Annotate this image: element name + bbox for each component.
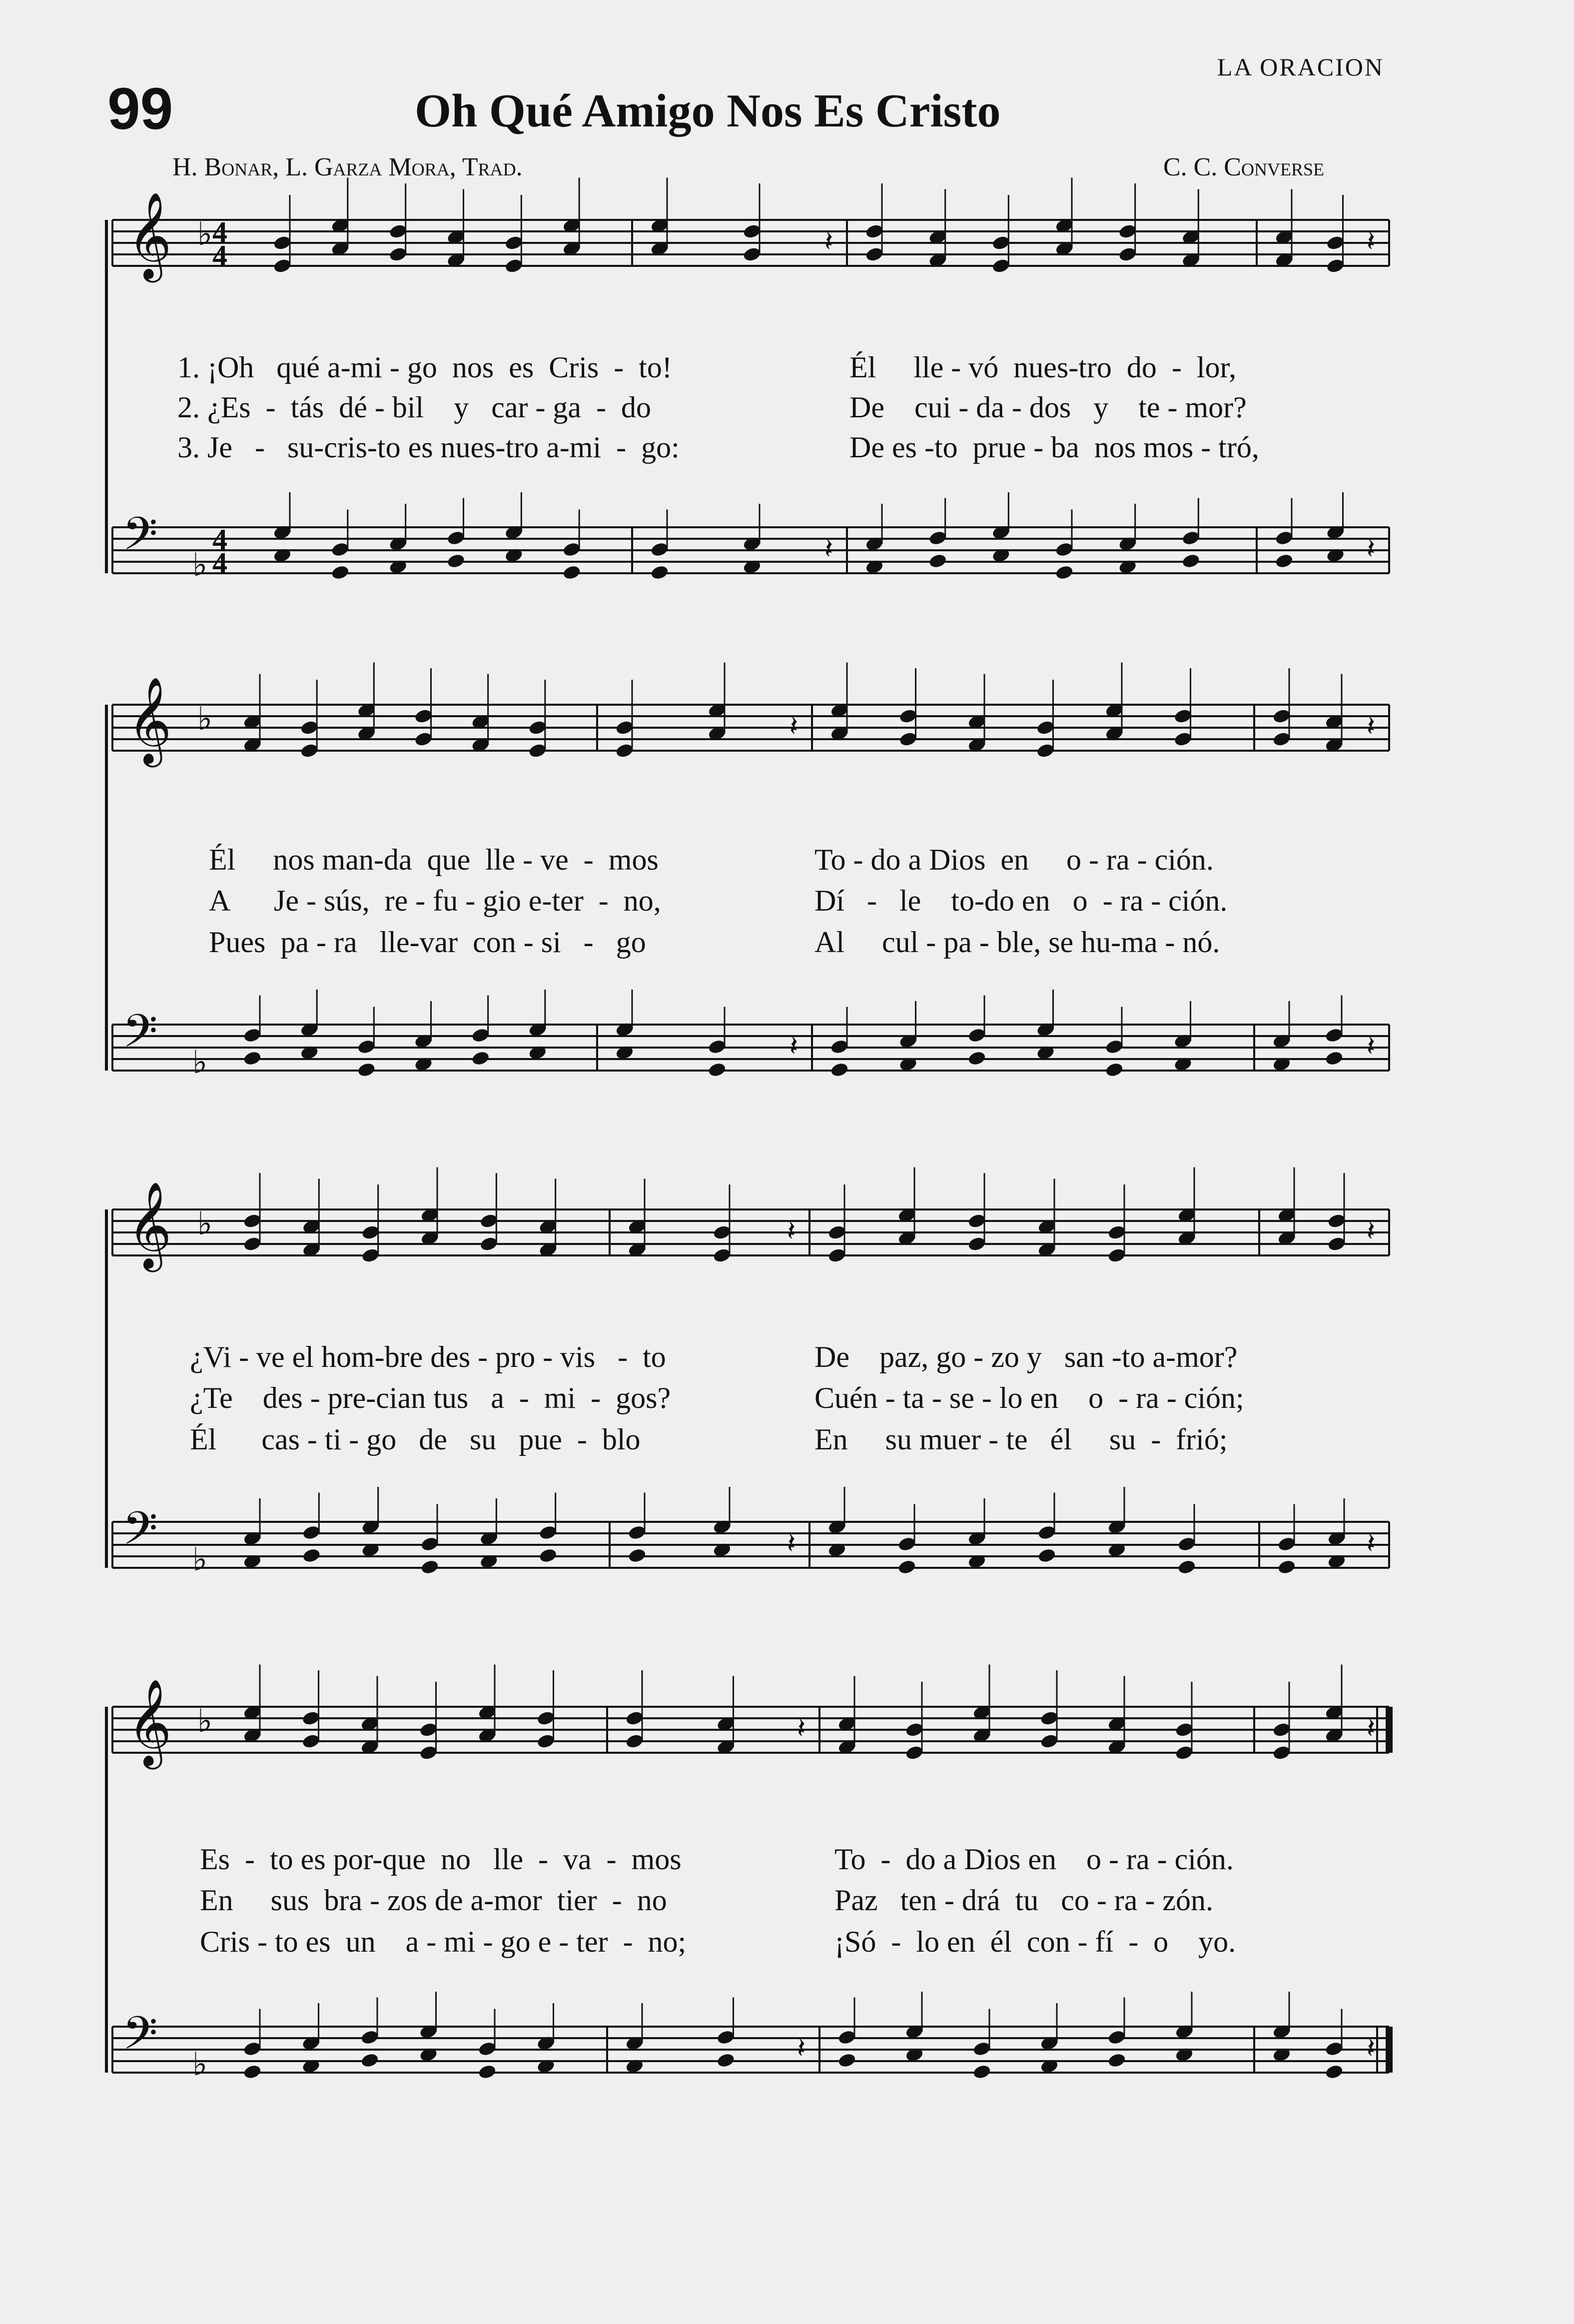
note-head [1325,2041,1344,2057]
note-head [708,1062,727,1078]
note-head [273,258,292,274]
note-head [1182,530,1201,546]
composer-credit: C. C. Converse [1163,153,1324,181]
note-head [1118,223,1137,239]
note-head [717,2053,736,2069]
note-head [1040,1710,1059,1726]
note-head [1055,565,1074,581]
note-head [420,1536,439,1552]
note-head [1326,258,1345,274]
note-head [302,1710,321,1726]
note-head [243,1213,262,1229]
note-head [967,1213,986,1229]
note-head [1175,1745,1194,1761]
quarter-rest-icon: 𝄽 [824,225,833,258]
quarter-rest-icon: 𝄽 [1367,1215,1376,1247]
note-head [1326,235,1345,251]
note-head [300,743,319,759]
note-head [615,743,634,759]
lyric-s4-v2-left: En sus bra - zos de a-mor tier - no [200,1884,667,1917]
note-head [539,1525,558,1541]
note-head [1107,1224,1126,1240]
note-head [300,720,319,736]
note-head [1272,731,1291,747]
note-head [1037,1548,1056,1564]
note-head [537,1710,556,1726]
note-head [505,258,524,274]
lyric-s3-v2-left: ¿Te des - pre-cian tus a - mi - gos? [190,1381,671,1414]
note-head [905,1745,924,1761]
note-head [743,246,762,262]
note-head [414,731,433,747]
quarter-rest-icon: 𝄽 [797,1712,806,1745]
note-head [1272,1722,1291,1738]
bass-clef-icon: 𝄢 [122,507,158,571]
note-head [628,1525,647,1541]
note-head [1325,1051,1344,1067]
lyric-s1-v2-left: 2. ¿Es - tás dé - bil y car - ga - do [177,391,652,424]
hymn-number: 99 [107,76,173,142]
note-head [897,1559,916,1575]
note-head [967,1028,986,1044]
note-head [331,565,350,581]
note-head [243,2064,262,2080]
note-head [1036,720,1055,736]
note-head [625,1733,644,1749]
note-head [480,1213,499,1229]
note-head [360,2053,379,2069]
time-signature-bottom: 4 [212,547,227,580]
note-head [420,1559,439,1575]
quarter-rest-icon: 𝄽 [1367,2032,1376,2065]
note-head [357,1039,376,1055]
note-head [361,1247,380,1263]
lyric-s2-v3-left: Pues pa - ra lle-var con - si - go [209,926,646,959]
lyric-s3-v1-left: ¿Vi - ve el hom-bre des - pro - vis - to [190,1340,666,1373]
quarter-rest-icon: 𝄽 [787,1215,796,1247]
note-head [302,1548,321,1564]
note-head [717,2030,736,2046]
time-signature-top: 4 [212,523,227,556]
lyric-s3-v2-right: Cuén - ta - se - lo en o - ra - ción; [814,1381,1244,1414]
note-head [1275,530,1294,546]
note-head [1107,2030,1126,2046]
note-head [1327,1213,1346,1229]
note-head [302,1525,321,1541]
note-head [1107,2053,1126,2069]
note-head [865,246,884,262]
note-head [528,720,547,736]
lyric-s3-v3-right: En su muer - te él su - frió; [814,1423,1228,1456]
lyric-s3-v3-left: Él cas - ti - go de su pue - blo [190,1423,641,1456]
note-head [537,1733,556,1749]
note-head [505,235,524,251]
note-head [1040,1733,1059,1749]
quarter-rest-icon: 𝄽 [789,1030,798,1063]
flat-key-signature-icon: ♭ [197,701,213,738]
note-head [1177,1536,1196,1552]
lyric-s4-v1-left: Es - to es por-que no lle - va - mos [200,1843,682,1876]
note-head [331,542,350,558]
note-head [1327,1236,1346,1252]
note-head [273,235,292,251]
quarter-rest-icon: 𝄽 [824,533,833,565]
lyric-s1-v1-right: Él lle - vó nues-tro do - lor, [849,351,1237,384]
note-head [1105,1062,1124,1078]
note-head [361,1224,380,1240]
time-signature-bottom: 4 [212,239,227,272]
note-head [1174,708,1193,724]
note-head [650,542,669,558]
flat-key-signature-icon: ♭ [197,1703,213,1740]
note-head [992,235,1011,251]
note-head [243,2041,262,2057]
note-head [447,530,466,546]
note-head [827,1224,846,1240]
bass-clef-icon: 𝄢 [122,2007,158,2071]
note-head [480,1236,499,1252]
note-head [562,542,581,558]
treble-clef-icon: 𝄞 [127,677,172,764]
note-head [1182,553,1201,569]
note-head [562,565,581,581]
note-head [471,1028,490,1044]
note-head [389,223,408,239]
bass-clef-icon: 𝄢 [122,1005,158,1069]
quarter-rest-icon: 𝄽 [1367,1030,1376,1063]
quarter-rest-icon: 𝄽 [797,2032,806,2065]
note-head [928,530,947,546]
note-head [528,743,547,759]
note-head [992,258,1011,274]
bass-clef-icon: 𝄢 [122,1502,158,1566]
note-head [1118,246,1137,262]
note-head [628,1548,647,1564]
note-head [1277,1536,1296,1552]
note-head [897,1536,916,1552]
note-head [302,1733,321,1749]
note-head [419,1745,438,1761]
note-head [478,2064,497,2080]
treble-clef-icon: 𝄞 [127,192,172,279]
treble-clef-icon: 𝄞 [127,1679,172,1766]
note-head [243,1236,262,1252]
note-head [243,1028,262,1044]
lyricist-credit: H. Bonar, L. Garza Mora, Trad. [172,153,523,181]
note-head [899,731,918,747]
note-head [1105,1039,1124,1055]
note-head [1174,731,1193,747]
quarter-rest-icon: 𝄽 [1367,1527,1376,1560]
note-head [972,2064,991,2080]
note-head [713,1247,732,1263]
note-head [1177,1559,1196,1575]
flat-key-signature-icon: ♭ [197,1205,213,1242]
note-head [389,246,408,262]
lyric-s4-v3-right: ¡Só - lo en él con - fí - o yo. [834,1925,1236,1958]
flat-key-signature-icon: ♭ [192,1541,208,1578]
note-head [837,2030,856,2046]
note-head [743,223,762,239]
note-head [972,2041,991,2057]
note-head [830,1062,849,1078]
note-head [471,1051,490,1067]
lyric-s3-v1-right: De paz, go - zo y san -to a-mor? [814,1340,1238,1373]
note-head [830,1039,849,1055]
note-head [1325,1028,1344,1044]
note-head [928,553,947,569]
note-head [615,720,634,736]
note-head [837,2053,856,2069]
note-head [1107,1247,1126,1263]
note-head [243,1051,262,1067]
note-head [1272,708,1291,724]
note-head [1277,1559,1296,1575]
lyric-s4-v2-right: Paz ten - drá tu co - ra - zón. [834,1884,1214,1917]
flat-key-signature-icon: ♭ [197,216,213,253]
note-head [1036,743,1055,759]
hymn-title: Oh Qué Amigo Nos Es Cristo [415,85,1001,137]
quarter-rest-icon: 𝄽 [1367,710,1376,743]
note-head [967,1051,986,1067]
note-head [360,2030,379,2046]
lyric-s2-v2-right: Dí - le to-do en o - ra - ción. [814,884,1228,917]
lyric-s2-v1-left: Él nos man-da que lle - ve - mos [209,843,659,876]
note-head [713,1224,732,1240]
lyric-s4-v1-right: To - do a Dios en o - ra - ción. [834,1843,1234,1876]
flat-key-signature-icon: ♭ [192,1044,208,1081]
note-head [1272,1745,1291,1761]
note-head [1175,1722,1194,1738]
quarter-rest-icon: 𝄽 [787,1527,796,1560]
quarter-rest-icon: 𝄽 [789,710,798,743]
lyric-s2-v1-right: To - do a Dios en o - ra - ción. [814,843,1214,876]
time-signature-top: 4 [212,216,227,249]
note-head [708,1039,727,1055]
lyric-s2-v3-right: Al cul - pa - ble, se hu-ma - nó. [814,926,1220,959]
flat-key-signature-icon: ♭ [192,2046,208,2083]
lyric-s1-v2-right: De cui - da - dos y te - mor? [849,391,1247,424]
note-head [1055,542,1074,558]
note-head [1325,2064,1344,2080]
quarter-rest-icon: 𝄽 [1367,533,1376,565]
note-head [1275,553,1294,569]
note-head [625,1710,644,1726]
note-head [827,1247,846,1263]
note-head [357,1062,376,1078]
lyric-s4-v3-left: Cris - to es un a - mi - go e - ter - no; [200,1925,687,1958]
flat-key-signature-icon: ♭ [192,547,208,584]
note-head [414,708,433,724]
note-head [1037,1525,1056,1541]
category-heading: LA ORACION [1217,53,1384,81]
quarter-rest-icon: 𝄽 [1367,1712,1376,1745]
quarter-rest-icon: 𝄽 [1367,225,1376,258]
note-head [905,1722,924,1738]
note-head [539,1548,558,1564]
treble-clef-icon: 𝄞 [127,1181,172,1268]
lyric-s1-v3-right: De es -to prue - ba nos mos - tró, [849,431,1259,464]
lyric-s2-v2-left: A Je - sús, re - fu - gio e-ter - no, [209,884,661,917]
note-head [899,708,918,724]
note-head [650,565,669,581]
note-head [967,1236,986,1252]
note-head [419,1722,438,1738]
lyric-s1-v1-left: 1. ¡Oh qué a-mi - go nos es Cris - to! [177,351,672,384]
note-head [447,553,466,569]
note-head [865,223,884,239]
note-head [478,2041,497,2057]
lyric-s1-v3-left: 3. Je - su-cris-to es nues-tro a-mi - go: [177,431,680,464]
